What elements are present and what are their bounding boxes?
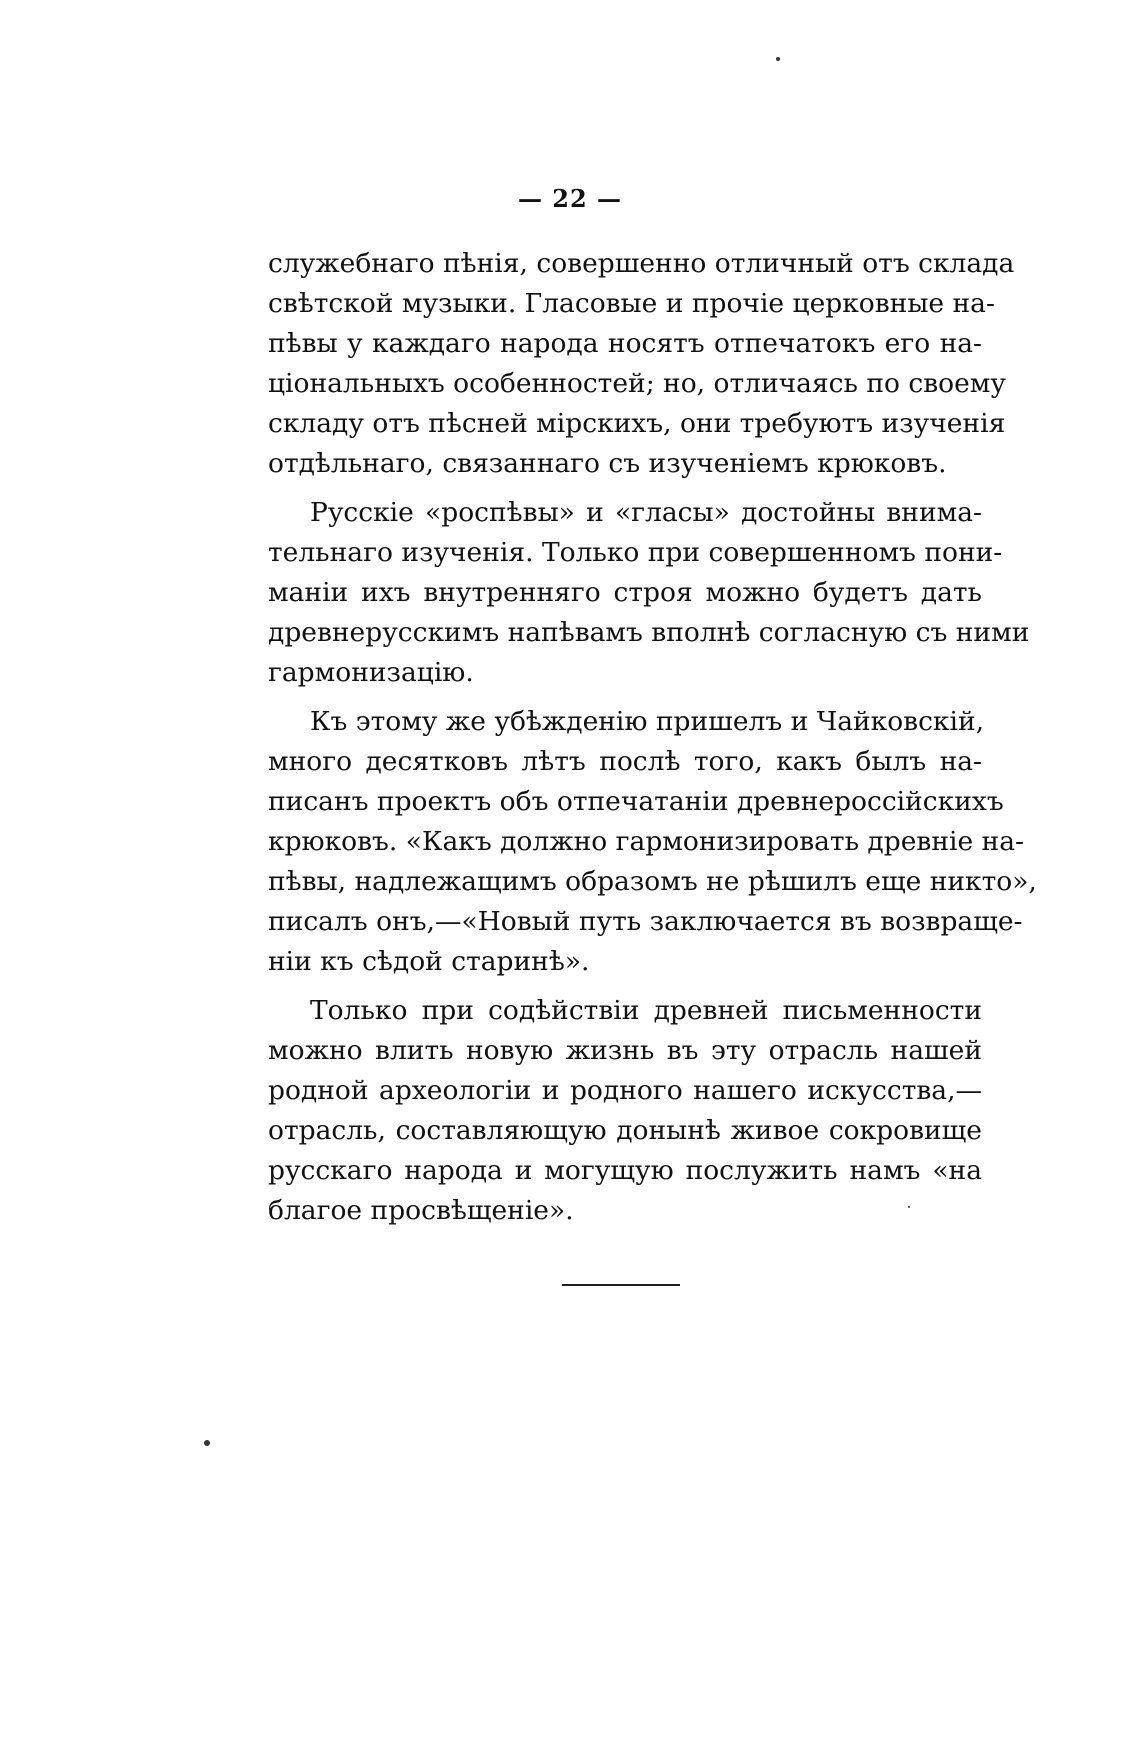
- text-line: русскаго народа и могущую послужить намъ «на: [268, 1155, 982, 1186]
- scan-speck: [776, 57, 780, 61]
- text-line: Русскіе «роспѣвы» и «гласы» достойны внима-: [310, 497, 982, 528]
- text-line: древнерусскимъ напѣвамъ вполнѣ согласную съ ними: [268, 617, 1030, 648]
- end-rule: [562, 1284, 680, 1286]
- paragraph-1: [268, 244, 1015, 484]
- text-line: ціональныхъ особенностей; но, отличаясь по своему: [268, 368, 1006, 399]
- body-text: [268, 244, 1037, 1231]
- text-line: пѣвы, надлежащимъ образомъ не рѣшилъ еще никто»,: [268, 866, 1037, 897]
- text-line: Къ этому же убѣжденію пришелъ и Чайковскій,: [310, 706, 985, 737]
- text-line: можно влить новую жизнь въ эту отрасль нашей: [268, 1035, 982, 1066]
- text-line: писанъ проектъ объ отпечатаніи древнероссійскихъ: [268, 786, 1004, 817]
- paragraph-3: [268, 702, 1037, 982]
- text-line: пѣвы у каждаго народа носятъ отпечатокъ его на-: [268, 328, 982, 359]
- paragraph-4: [268, 991, 982, 1231]
- text-line: писалъ онъ,—«Новый путь заключается въ возвраще-: [268, 906, 1023, 937]
- paragraph-2: [268, 493, 1030, 693]
- text-line: отрасль, составляющую донынѣ живое сокровище: [268, 1115, 982, 1146]
- text-line: Только при содѣйствіи древней письменности: [310, 995, 982, 1026]
- text-line: ніи къ сѣдой старинѣ».: [268, 946, 590, 977]
- text-line: отдѣльнаго, связаннаго съ изученіемъ крюковъ.: [268, 448, 947, 479]
- text-line: тельнаго изученія. Только при совершенномъ пони-: [268, 537, 1003, 568]
- text-line: служебнаго пѣнія, совершенно отличный отъ склада: [268, 248, 1015, 279]
- scan-speck: [204, 1440, 210, 1446]
- text-line: гармонизацію.: [268, 657, 474, 688]
- text-line: родной археологіи и родного нашего искусства,—: [268, 1075, 982, 1106]
- text-line: благое просвѣщеніе».: [268, 1195, 574, 1226]
- page-number: — 22 —: [517, 184, 623, 213]
- text-line: крюковъ. «Какъ должно гармонизировать древніе на-: [268, 826, 1024, 857]
- scan-speck: [908, 1206, 910, 1208]
- text-line: маніи ихъ внутренняго строя можно будетъ дать: [268, 577, 982, 608]
- text-line: складу отъ пѣсней мірскихъ, они требуютъ изученія: [268, 408, 1006, 439]
- text-line: много десятковъ лѣтъ послѣ того, какъ былъ на-: [268, 746, 982, 777]
- text-line: свѣтской музыки. Гласовые и прочіе церковные на-: [268, 288, 995, 319]
